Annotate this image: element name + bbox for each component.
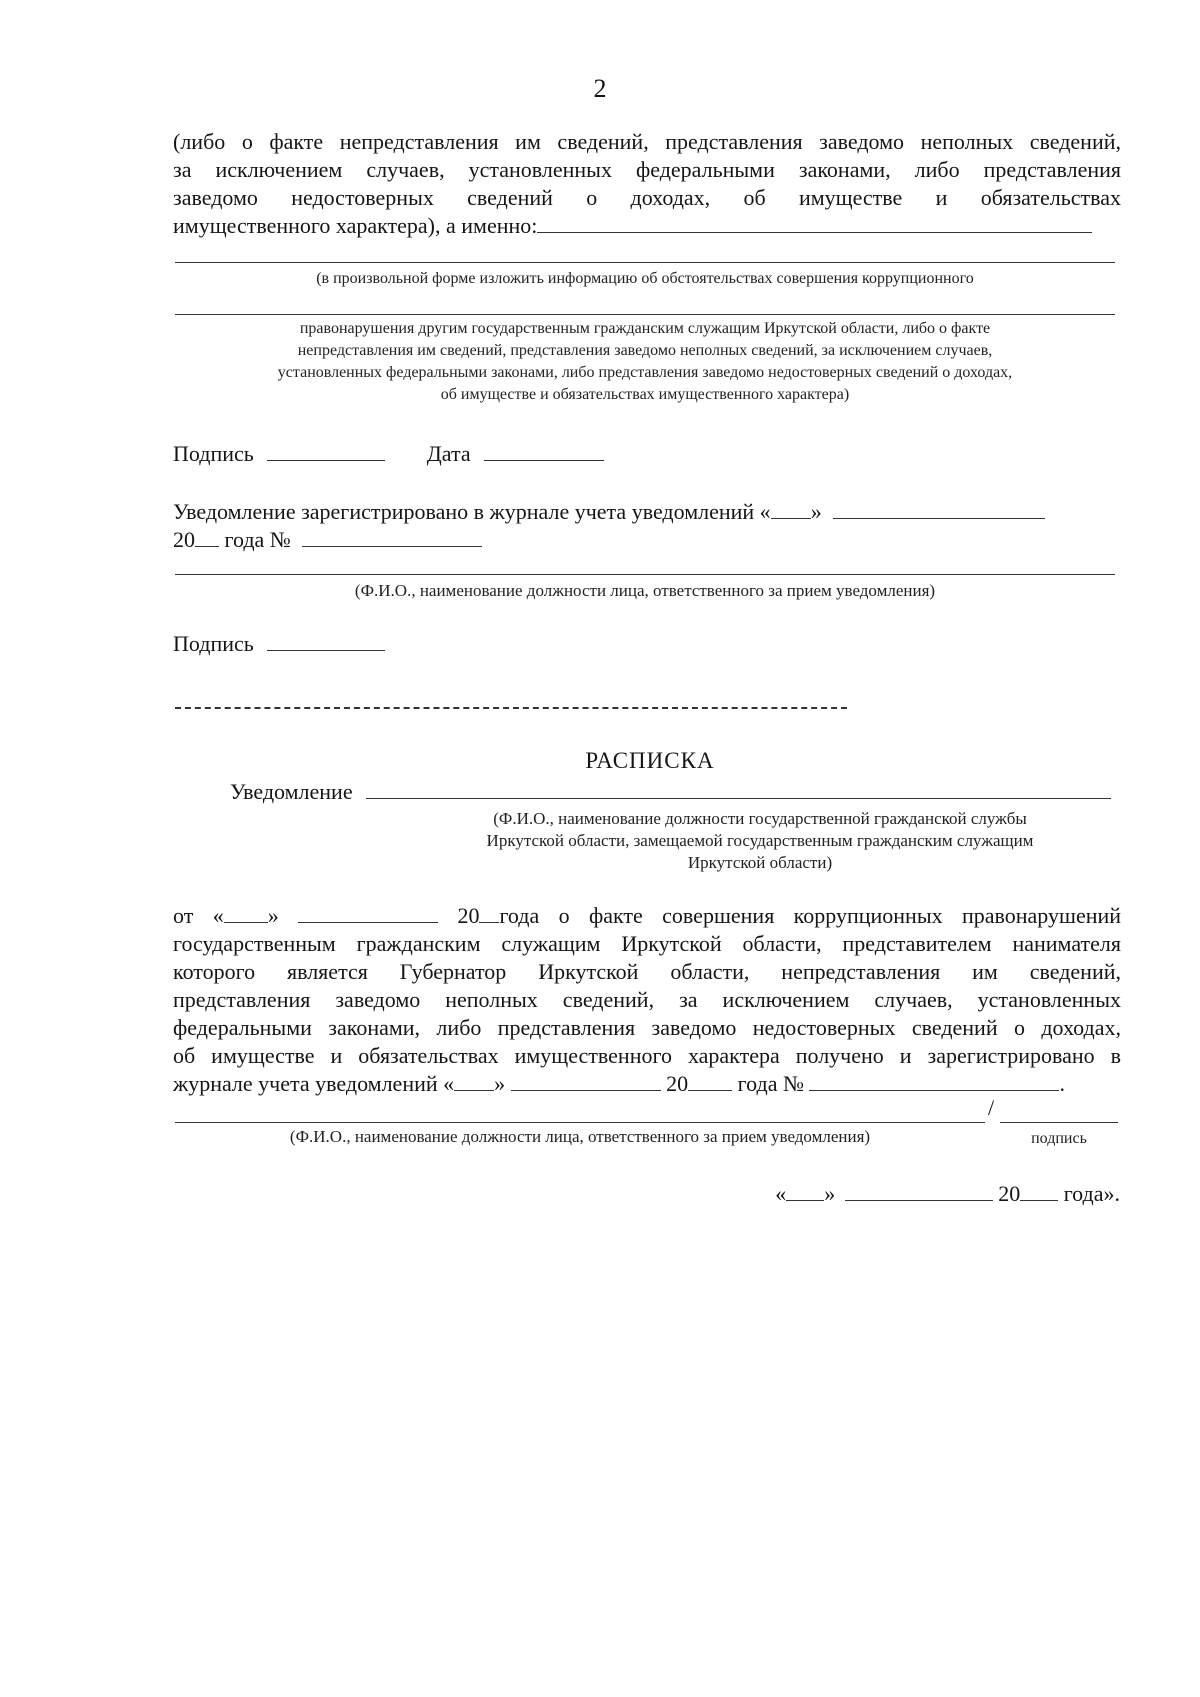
receipt-journal-year-field[interactable]: [688, 1070, 732, 1091]
receipt-journal-day-field[interactable]: [454, 1070, 494, 1091]
receipt-title: РАСПИСКА: [585, 748, 715, 773]
receipt-body-line-5: федеральными законами, либо представления заведомо недостоверных сведений о доходах,: [173, 1015, 1121, 1040]
signature-field[interactable]: [267, 440, 385, 461]
receipt-slash: /: [988, 1095, 995, 1120]
registration-text: Уведомление зарегистрировано в журнале учета уведомлений «: [173, 499, 771, 524]
receipt-year-field[interactable]: [479, 902, 499, 923]
receipt-body-line-2: государственным гражданским служащим Иркутской области, представителем нанимателя: [173, 931, 1121, 956]
registration-line-2: [173, 526, 482, 554]
registration-year-field[interactable]: [195, 526, 219, 547]
description-blank-line-2[interactable]: [175, 262, 1115, 263]
sign-date-row: [173, 440, 604, 468]
hint-continuation-line-1: правонарушения другим государственным гражданским служащим Иркутской области, либо о факте: [299, 320, 991, 337]
final-date-tail: года».: [1063, 1181, 1120, 1206]
final-day-field[interactable]: [786, 1180, 824, 1201]
receipt-journal-text: журнале учета уведомлений «: [173, 1071, 455, 1096]
receipt-notification-label: Уведомление: [230, 779, 353, 804]
date-label: Дата: [426, 441, 471, 466]
receipt-position-field[interactable]: [366, 778, 1111, 799]
receipt-year-prefix: 20: [457, 903, 480, 928]
receipt-body-line-4: представления заведомо неполных сведений, за исключением случаев, установленных: [173, 987, 1121, 1012]
final-year-field[interactable]: [1020, 1180, 1058, 1201]
date-field[interactable]: [484, 440, 604, 461]
receipt-body-line-6: об имуществе и обязательствах имущественного характера получено и зарегистрировано в: [173, 1043, 1121, 1068]
intro-line-4-text: имущественного характера), а именно:: [173, 213, 538, 238]
receipt-journal-month-field[interactable]: [511, 1070, 661, 1091]
receipt-body-line-1: [173, 902, 1121, 930]
final-year-prefix: 20: [998, 1181, 1021, 1206]
signature-label-2: Подпись: [173, 631, 254, 656]
receipt-hint-responsible: (Ф.И.О., наименование должности лица, ответственного за прием уведомления): [289, 1127, 871, 1146]
intro-paragraph: [173, 128, 1121, 240]
receipt-journal-year-prefix: 20: [666, 1071, 689, 1096]
cut-line: [175, 707, 847, 709]
receipt-final-date: [775, 1180, 1120, 1208]
receipt-notification-row: [230, 778, 1111, 806]
description-blank-line-3[interactable]: [175, 314, 1115, 315]
hint-responsible-1: (Ф.И.О., наименование должности лица, ответственного за прием уведомления): [354, 581, 936, 600]
receipt-day-field[interactable]: [224, 902, 268, 923]
description-blank-field[interactable]: [537, 212, 1092, 233]
receipt-hint-position-line-1: (Ф.И.О., наименование должности государственной гражданской службы: [493, 809, 1027, 828]
registration-month-field[interactable]: [833, 498, 1045, 519]
intro-line-3: заведомо недостоверных сведений о доходах, об имуществе и обязательствах: [173, 185, 1121, 210]
receipt-hint-position: [400, 808, 1120, 874]
intro-line-1: (либо о факте непредставления им сведений, представления заведомо неполных сведений,: [173, 129, 1121, 154]
page-number: 2: [593, 74, 607, 103]
registration-number-field[interactable]: [302, 526, 482, 547]
receipt-hint-position-line-2: Иркутской области, замещаемой государственным гражданским служащим: [486, 831, 1034, 850]
receipt-responsible-field[interactable]: [175, 1122, 985, 1123]
receipt-signature-field[interactable]: [1000, 1122, 1118, 1123]
receipt-body-line-7: [173, 1070, 1121, 1098]
registration-day-field[interactable]: [771, 498, 811, 519]
receipt-body-line-1-text: года о факте совершения коррупционных правонарушений: [499, 903, 1122, 928]
hint-continuation: [160, 318, 1130, 406]
receipt-hint-signature: подпись: [1031, 1130, 1087, 1147]
hint-continuation-line-3: установленных федеральными законами, либо представления заведомо недостоверных сведений о доходах,: [277, 364, 1013, 381]
responsible-person-line-1[interactable]: [175, 574, 1115, 575]
receipt-journal-number-field[interactable]: [809, 1070, 1059, 1091]
receipt-month-field[interactable]: [298, 902, 438, 923]
registration-number-label: года №: [224, 527, 291, 552]
receipt-journal-number-label: года №: [737, 1071, 804, 1096]
receipt-from-label: от «: [173, 903, 224, 928]
registration-line-1: [173, 498, 1045, 526]
receipt-hint-position-line-3: Иркутской области): [687, 853, 833, 872]
receipt-journal-quote-close: »: [494, 1071, 506, 1096]
hint-continuation-line-2: непредставления им сведений, представления заведомо неполных сведений, за исключением случаев,: [297, 342, 993, 359]
receipt-quote-close: »: [267, 903, 279, 928]
signature-label: Подпись: [173, 441, 254, 466]
final-date-close: »: [824, 1181, 836, 1206]
final-month-field[interactable]: [845, 1180, 993, 1201]
intro-line-4: [173, 212, 1121, 240]
registration-year-prefix: 20: [173, 527, 195, 552]
receipt-body-line-3: которого является Губернатор Иркутской области, непредставления им сведений,: [173, 959, 1121, 984]
receipt-body: [173, 902, 1121, 1098]
receipt-journal-end: .: [1059, 1071, 1065, 1096]
intro-line-2: за исключением случаев, установленных федеральными законами, либо представления: [173, 157, 1121, 182]
signature-row-2: [173, 630, 385, 658]
registration-quote-close: »: [810, 499, 822, 524]
hint-free-form: (в произвольной форме изложить информацию об обстоятельствах совершения коррупционного: [316, 270, 974, 287]
hint-continuation-line-4: об имуществе и обязательствах имущественного характера): [440, 386, 850, 403]
final-date-open: «: [775, 1181, 787, 1206]
signature-field-2[interactable]: [267, 630, 385, 651]
